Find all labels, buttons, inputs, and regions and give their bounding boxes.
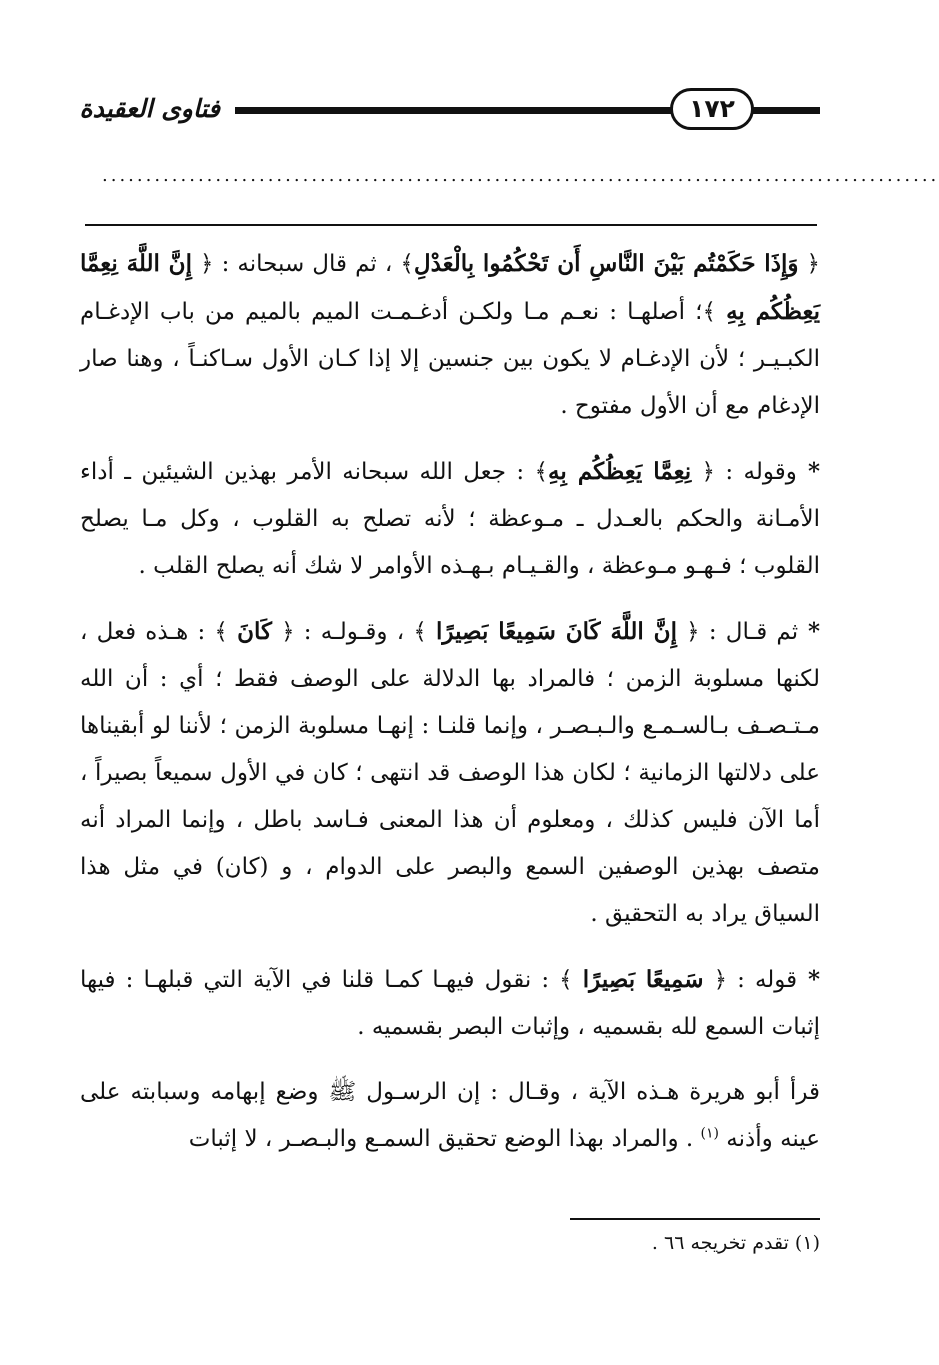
- body-text: : نقول فيهـا كمـا قلنا في الآية التي قبلهـا : فيها إثبات السمع لله بقسميه ، وإثبات البصر بقسميه .: [80, 967, 820, 1040]
- verse-bracket-open: ﴿: [200, 251, 214, 277]
- footnote: (١) تقدم تخريجه ٦٦ .: [651, 1232, 820, 1254]
- paragraph-2: [80, 448, 820, 590]
- star-bullet: *: [796, 458, 821, 485]
- quran-verse: وَإِذَا حَكَمْتُم بَيْنَ النَّاسِ أَن تَحْكُمُوا بِالْعَدْلِ: [413, 250, 799, 277]
- quran-verse: إِنَّ اللَّهَ كَانَ سَمِيعًا بَصِيرًا: [435, 618, 677, 645]
- quran-verse: إِنَّ اللَّهَ نِعِمَّا يَعِظُكُم بِهِ: [80, 250, 820, 325]
- verse-bracket-close: ﴾: [400, 251, 414, 277]
- top-rule: [85, 224, 817, 226]
- footnote-rule: [570, 1218, 820, 1220]
- verse-bracket-open: ﴿: [686, 619, 700, 645]
- body-text: : هـذه فعل ، لكنها مسلوبة الزمن ؛ فالمراد بها الدلالة على الوصف فقط ؛ أي : أن الله مـتـصـف بـالسـمـع والـبـصـر ، وإنما قلنـا : إنهـا مسلوبة الزمن ؛ لأننا لو أبقيناها على دلالتها الزمانية ؛ لكان هذا الوصف قد انتهى ؛ كان في الأول سميعاً بصيراً ، أما الآن فليس كذلك ، ومعلوم أن هذا المعنى فـاسد باطل ، وإنما المراد أنه متصف بهذين الوصفين السمع والبصر على الدوام ، و (كان) في مثل هذا السياق يراد به التحقيق .: [80, 619, 820, 927]
- paragraph-4: [80, 956, 820, 1051]
- paragraph-5: [80, 1069, 820, 1163]
- star-bullet: *: [797, 966, 820, 993]
- dotted-separator: ................................................................................................: [102, 165, 939, 186]
- verse-bracket-open: ﴿: [713, 967, 728, 993]
- paragraph-3: [80, 608, 820, 938]
- verse-bracket-open: ﴿: [701, 459, 716, 485]
- quran-verse: سَمِيعًا بَصِيرًا: [582, 966, 704, 993]
- star-bullet: *: [798, 618, 821, 645]
- book-title: فتاوى العقيدة: [79, 94, 220, 123]
- verse-bracket-close: ﴾: [534, 459, 549, 485]
- verse-bracket-close: ﴾: [702, 299, 716, 325]
- verse-bracket-open: ﴿: [806, 251, 820, 277]
- verse-bracket-close: ﴾: [214, 619, 228, 645]
- main-text: [80, 240, 820, 1181]
- verse-bracket-close: ﴾: [413, 619, 427, 645]
- body-text: قرأ أبو هريرة هـذه الآية ، وقـال : إن الرسـول ﷺ وضع إبهامه وسبابته على عينه وأذنه: [80, 1079, 821, 1152]
- body-text: وقوله :: [715, 459, 797, 485]
- paragraph-1: [80, 240, 820, 430]
- quran-verse: كَانَ: [237, 618, 272, 645]
- body-text: ؛ أصلهـا : نعـم مـا ولكـن أدغـمـت الميم بالميم من باب الإدغـام الكبـيـر ؛ لأن الإدغـام لا يكون بين جنسين إلا إذا كـان الأول سـاكنـاً ، وهنا صار الإدغام مع أن الأول مفتوح .: [80, 299, 820, 419]
- body-text: : جعل الله سبحانه الأمر بهذين الشيئين ـ أداء الأمـانة والحكم بالعـدل ـ مـوعظة ؛ لأنه تصلح به القلوب ، وكل مـا يصلح القلوب ؛ فـهـو مـوعظة ، والقـيـام بـهـذه الأوامر لا شك أنه يصلح القلب .: [80, 459, 820, 579]
- page-number: ١٧٢: [670, 88, 754, 130]
- page-header: [80, 82, 820, 142]
- verse-bracket-close: ﴾: [559, 967, 573, 993]
- body-text: ثم قـال :: [699, 619, 799, 645]
- quran-verse: نِعِمَّا يَعِظُكُم بِهِ: [548, 458, 692, 485]
- body-text: ، وقـولـه :: [294, 619, 414, 645]
- body-text: قوله :: [727, 967, 798, 993]
- body-text: ، ثم قال سبحانه :: [213, 251, 401, 277]
- verse-bracket-open: ﴿: [281, 619, 295, 645]
- footnote-reference[interactable]: (١): [700, 1125, 719, 1142]
- body-text: . والمراد بهذا الوضع تحقيق السمـع والبـصـر ، لا إثبات: [188, 1126, 701, 1152]
